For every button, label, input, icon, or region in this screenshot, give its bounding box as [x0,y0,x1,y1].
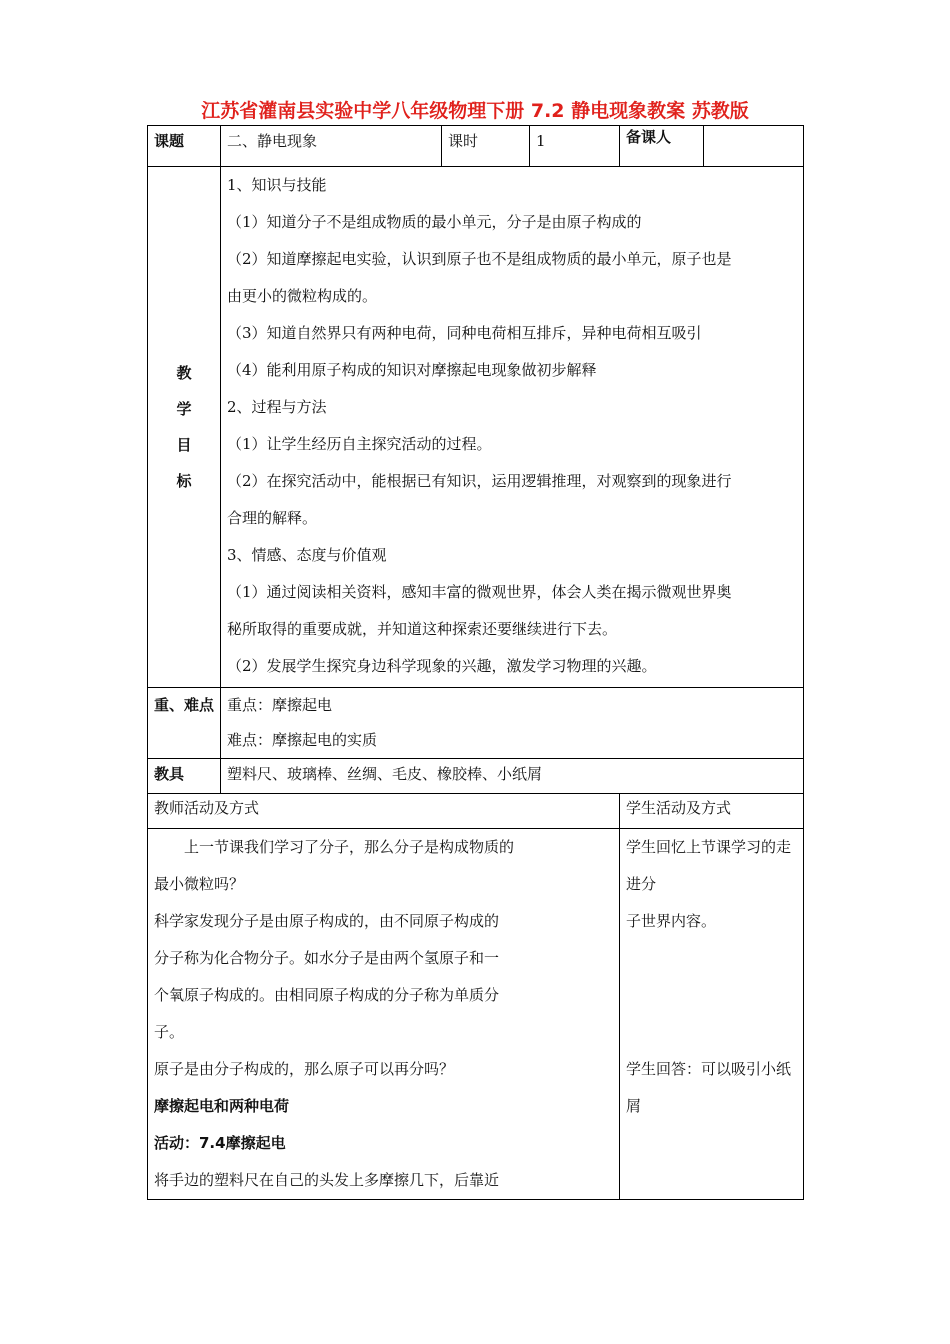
student-activity-content [620,829,804,1200]
goals-label-char: 学 [176,400,192,418]
teacher-line: 分子称为化合物分子。如水分子是由两个氢原子和一 [154,949,500,967]
activity-heading: 活动：7.4摩擦起电 [154,1134,286,1152]
goals-content [221,167,804,688]
lesson-plan-table [147,125,804,1200]
goal-line: 2、过程与方法 [227,398,327,416]
tools-label: 教具 [148,759,221,794]
goals-label-char: 教 [176,364,192,382]
header-row [148,126,804,167]
teacher-line: 将手边的塑料尺在自己的头发上多摩擦几下，后靠近 [154,1171,500,1189]
goal-line: （1）通过阅读相关资料，感知丰富的微观世界，体会人类在揭示微观世界奥 [227,583,732,601]
goal-line: （2）在探究活动中，能根据已有知识，运用逻辑推理，对观察到的现象进行 [227,472,732,490]
goals-label [148,167,221,688]
goal-line: 合理的解释。 [227,509,318,527]
activity-header-row [148,794,804,829]
preparer-label: 备课人 [620,126,704,167]
goal-line: 秘所取得的重要成就，并知道这种探索还要继续进行下去。 [227,620,618,638]
teacher-line: 科学家发现分子是由原子构成的，由不同原子构成的 [154,912,500,930]
period-label: 课时 [442,126,530,167]
teacher-line: 个氧原子构成的。由相同原子构成的分子称为单质分 [154,986,500,1004]
goals-label-char: 标 [176,472,192,490]
goal-line: （2）发展学生探究身边科学现象的兴趣，激发学习物理的兴趣。 [227,657,657,675]
goal-line: （1）知道分子不是组成物质的最小单元，分子是由原子构成的 [227,213,642,231]
activity-content-row [148,829,804,1200]
student-line: 学生回答：可以吸引小纸屑 [626,1060,792,1115]
tools-row [148,759,804,794]
section-heading: 摩擦起电和两种电荷 [154,1097,290,1115]
goal-line: （1）让学生经历自主探究活动的过程。 [227,435,492,453]
goal-line: 1、知识与技能 [227,176,327,194]
teacher-activity-header: 教师活动及方式 [148,794,620,829]
key-points-label: 重、难点 [148,688,221,759]
teacher-line: 子。 [154,1023,185,1041]
teacher-activity-content [148,829,620,1200]
goals-label-char: 目 [176,436,192,454]
preparer-value [704,126,804,167]
topic-label: 课题 [148,126,221,167]
goal-line: 3、情感、态度与价值观 [227,546,387,564]
goal-line: （4）能利用原子构成的知识对摩擦起电现象做初步解释 [227,361,597,379]
teacher-line: 原子是由分子构成的，那么原子可以再分吗？ [154,1060,455,1078]
goal-line: （3）知道自然界只有两种电荷，同种电荷相互排斥，异种电荷相互吸引 [227,324,702,342]
goal-line: 由更小的微粒构成的。 [227,287,378,305]
student-line: 学生回忆上节课学习的走进分 [626,838,792,893]
teacher-line: 最小微粒吗？ [154,875,245,893]
difficult-point: 难点：摩擦起电的实质 [227,731,378,749]
key-points-content [221,688,804,759]
key-points-row [148,688,804,759]
goal-line: （2）知道摩擦起电实验，认识到原子也不是组成物质的最小单元，原子也是 [227,250,732,268]
document-title: 江苏省灌南县实验中学八年级物理下册 7.2 静电现象教案 苏教版 [201,100,749,122]
key-point: 重点：摩擦起电 [227,696,333,714]
topic-value: 二、静电现象 [221,126,442,167]
tools-value: 塑料尺、玻璃棒、丝绸、毛皮、橡胶棒、小纸屑 [221,759,804,794]
goals-row [148,167,804,688]
teacher-line: 上一节课我们学习了分子，那么分子是构成物质的 [184,838,515,856]
period-value: 1 [530,126,620,167]
student-line: 子世界内容。 [626,912,717,930]
student-activity-header: 学生活动及方式 [620,794,804,829]
